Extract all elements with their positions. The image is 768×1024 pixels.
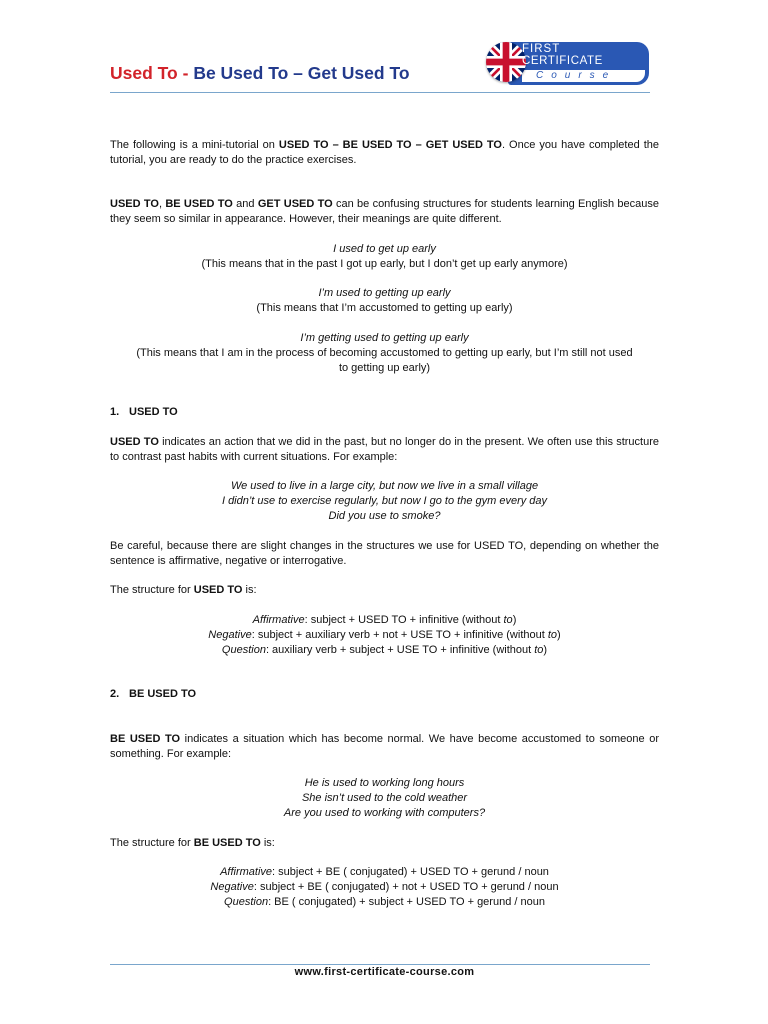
- first-certificate-course-logo: [486, 40, 650, 88]
- example-sentence: Are you used to working with computers?: [283, 807, 486, 819]
- logo-text-certificate: CERTIFICATE: [522, 55, 603, 67]
- section2-structure-rules: [110, 865, 659, 910]
- section2-structure-intro: The structure for BE USED TO is:: [110, 837, 275, 849]
- section1-description: USED TO indicates an action that we did in the past, but no longer do in the present. We often use this structure to contrast past habits with current situations. For example:: [110, 436, 659, 463]
- section1-caution: Be careful, because there are slight changes in the structures we use for USED TO, depending on whether the sentence is affirmative, negative or interrogative.: [110, 540, 659, 567]
- rule-negative: Negative: subject + BE ( conjugated) + not + USED TO + gerund / noun: [210, 881, 559, 893]
- example-sentence: I didn’t use to exercise regularly, but now I go to the gym every day: [221, 495, 548, 507]
- section2-examples: [110, 776, 659, 821]
- example-sentence: I used to get up early: [333, 243, 436, 255]
- example-block-be-used-to: [110, 286, 659, 316]
- example-block-get-used-to: [110, 331, 659, 376]
- section1-examples: [110, 479, 659, 524]
- title-be-used-to: Be Used To: [193, 63, 289, 83]
- rule-affirmative: Affirmative: subject + USED TO + infinitive (without to): [252, 614, 517, 626]
- example-meaning: (This means that I am in the process of becoming accustomed to getting up early, but I’m still not used: [136, 347, 633, 359]
- example-meaning: (This means that I’m accustomed to getting up early): [256, 302, 513, 314]
- example-meaning: to getting up early): [338, 362, 431, 374]
- confusion-paragraph: USED TO, BE USED TO and GET USED TO can be confusing structures for students learning English because they seem so similar in appearance. However, their meanings are quite different.: [110, 198, 659, 225]
- title-separator: –: [288, 63, 308, 83]
- header-divider: [110, 92, 650, 93]
- logo-text-course: Course: [536, 70, 617, 81]
- example-sentence: I’m getting used to getting up early: [300, 332, 469, 344]
- title-separator: -: [177, 63, 194, 83]
- footer-url[interactable]: www.first-certificate-course.com: [294, 966, 475, 978]
- logo-text-first: FIRST: [522, 43, 561, 55]
- example-sentence: She isn’t used to the cold weather: [301, 792, 468, 804]
- page-title: [110, 60, 410, 86]
- rule-negative: Negative: subject + auxiliary verb + not + USE TO + infinitive (without to): [208, 629, 561, 641]
- rule-affirmative: Affirmative: subject + BE ( conjugated) + USED TO + gerund / noun: [220, 866, 549, 878]
- title-get-used-to: Get Used To: [307, 63, 410, 83]
- example-block-used-to: [110, 242, 659, 272]
- rule-question: Question: BE ( conjugated) + subject + USED TO + gerund / noun: [224, 896, 545, 908]
- intro-paragraph: The following is a mini-tutorial on USED TO – BE USED TO – GET USED TO. Once you have completed the tutorial, you are ready to do the practice exercises.: [110, 139, 659, 166]
- title-used-to: Used To: [110, 63, 178, 83]
- section2-description: BE USED TO indicates a situation which has become normal. We have become accustomed to someone or something. For example:: [110, 733, 660, 760]
- example-sentence: He is used to working long hours: [304, 777, 465, 789]
- example-meaning: (This means that in the past I got up early, but I don’t get up early anymore): [201, 258, 568, 270]
- section-heading-used-to: 1. USED TO: [110, 406, 178, 418]
- section1-structure-rules: [110, 613, 659, 658]
- example-sentence: I’m used to getting up early: [318, 287, 451, 299]
- uk-flag-icon: [486, 42, 526, 82]
- rule-question: Question: auxiliary verb + subject + USE TO + infinitive (without to): [221, 644, 548, 656]
- example-sentence: Did you use to smoke?: [328, 510, 441, 522]
- example-sentence: We used to live in a large city, but now we live in a small village: [230, 480, 539, 492]
- section-heading-be-used-to: 2. BE USED TO: [110, 688, 197, 700]
- section1-structure-intro: The structure for USED TO is:: [110, 584, 257, 596]
